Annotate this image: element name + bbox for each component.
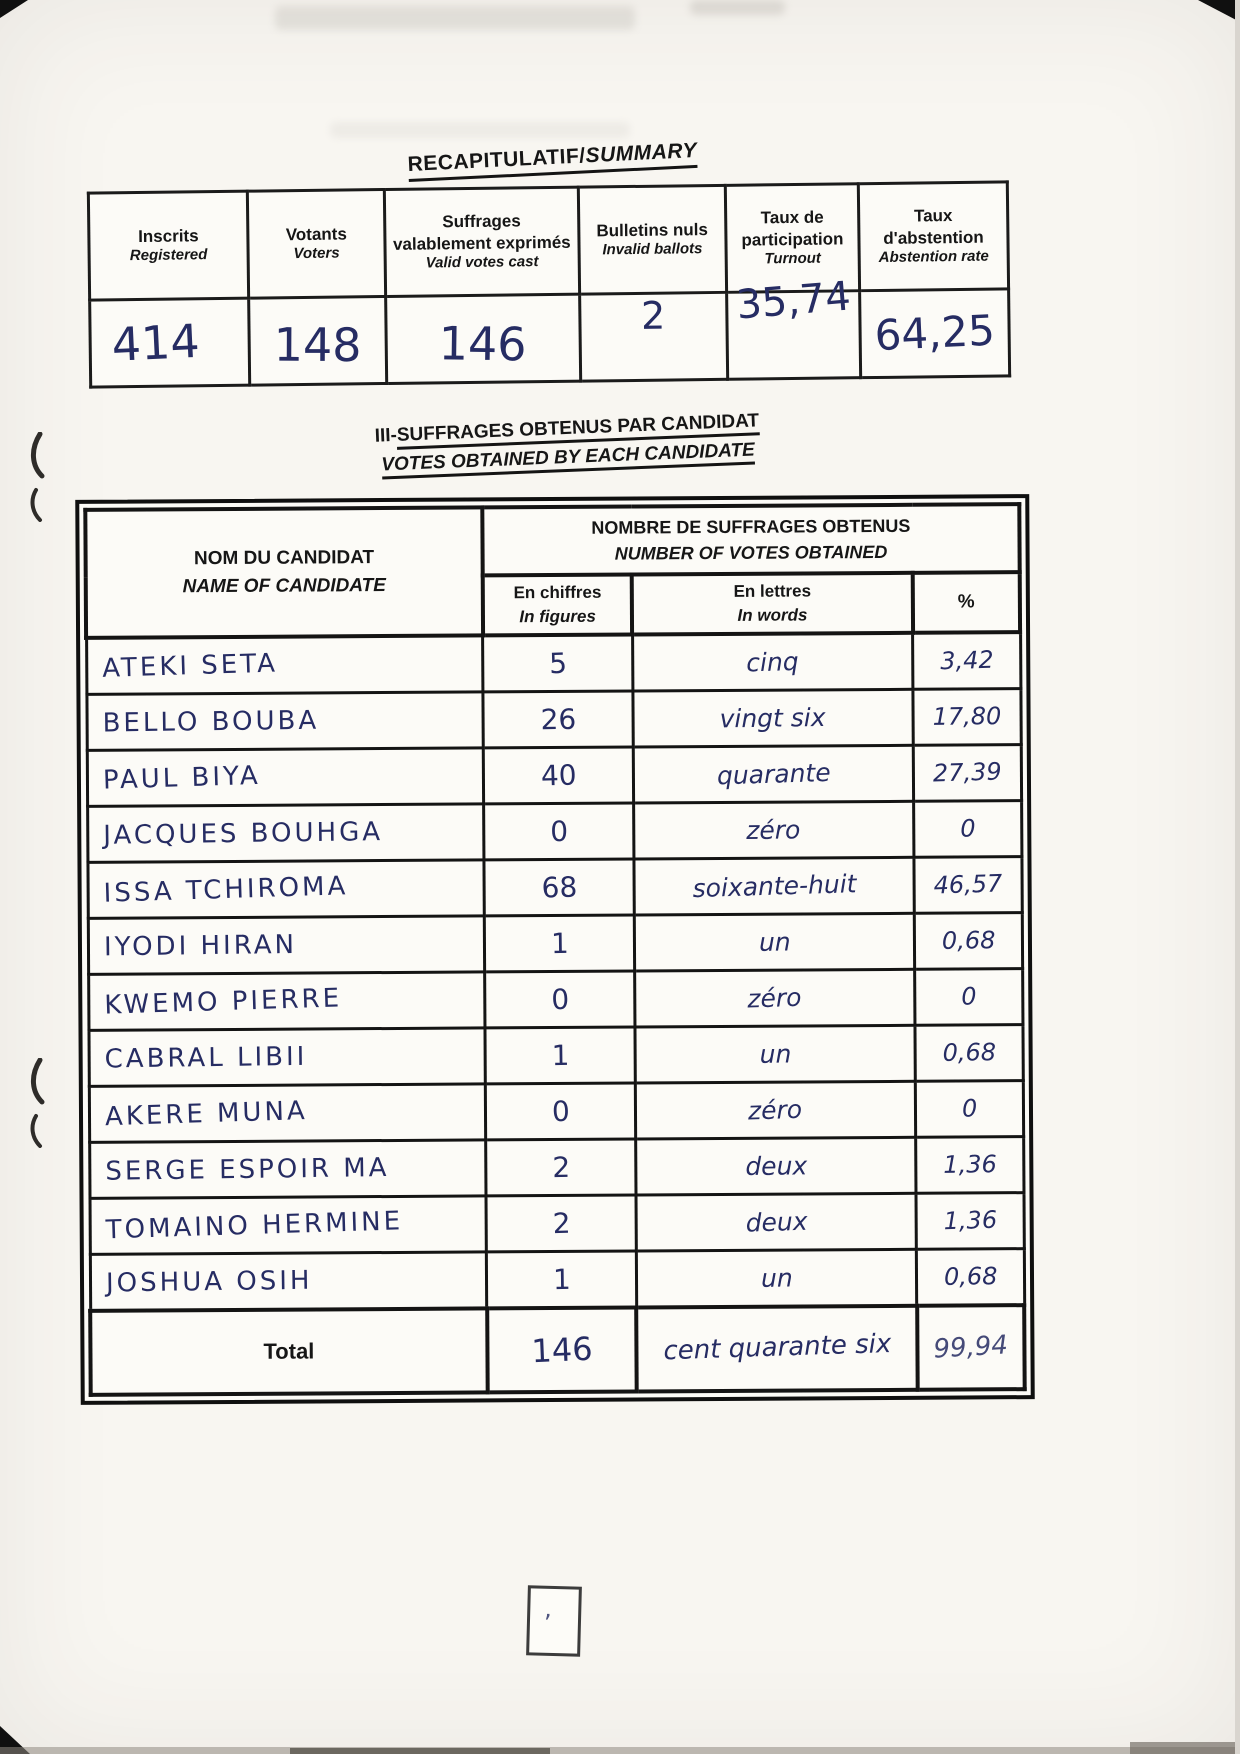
figures-column-header	[483, 575, 633, 636]
votes-header-en: NUMBER OF VOTES OBTAINED	[614, 541, 888, 564]
candidate-name-value: JACQUES BOUHGA	[102, 816, 383, 851]
results-table-frame	[75, 494, 1035, 1405]
candidate-percent-cell	[914, 801, 1022, 858]
binding-mark	[26, 1058, 56, 1148]
section-title-fr: SUFFRAGES OBTENUS PAR CANDIDAT	[396, 410, 759, 450]
votes-column-header	[482, 504, 1019, 575]
candidate-name-cell	[88, 1028, 485, 1086]
summary-column-header: Bulletins nuls Invalid ballots	[578, 185, 726, 294]
candidate-figures-cell	[486, 1139, 636, 1196]
candidate-figures-value: 0	[551, 1094, 571, 1128]
scan-corner-mark	[1198, 0, 1240, 22]
scan-corner-mark	[0, 0, 28, 18]
candidate-words-cell	[632, 633, 913, 691]
candidate-name-cell	[86, 692, 483, 750]
candidate-percent-cell	[915, 1081, 1023, 1138]
summary-value-cell	[579, 292, 727, 381]
candidate-figures-cell	[484, 747, 634, 804]
total-percent-value: 99,94	[932, 1330, 1009, 1365]
candidate-words-cell	[636, 1193, 917, 1251]
candidate-figures-value: 0	[549, 814, 569, 848]
candidate-row	[88, 913, 1022, 975]
candidate-words-cell	[636, 1249, 917, 1307]
results-table-body	[86, 632, 1024, 1311]
summary-handwritten-value: 148	[273, 317, 362, 373]
candidate-percent-value: 0,68	[941, 926, 996, 955]
total-row	[90, 1305, 1024, 1395]
name-header-fr: NOM DU CANDIDAT	[193, 547, 375, 570]
candidate-words-cell	[633, 745, 914, 803]
candidate-row	[87, 857, 1021, 919]
scan-edge-shadow	[0, 1747, 1240, 1754]
candidate-name-cell	[86, 635, 483, 694]
candidate-percent-value: 27,39	[932, 757, 1002, 788]
candidate-figures-value: 5	[548, 646, 568, 680]
candidate-percent-value: 0	[959, 814, 976, 843]
scan-bleedthrough	[690, 0, 785, 15]
words-column-header	[632, 573, 913, 635]
summary-column-header: Votants Voters	[247, 190, 385, 299]
candidate-name-cell	[90, 1252, 487, 1311]
candidate-percent-value: 17,80	[932, 702, 1002, 731]
summary-title-en: SUMMARY	[584, 138, 698, 168]
results-table	[83, 502, 1026, 1397]
summary-title-fr: RECAPITULATIF/	[407, 144, 587, 177]
candidate-name-cell	[87, 860, 484, 918]
candidate-percent-cell	[914, 913, 1022, 970]
candidate-figures-cell	[483, 635, 633, 692]
candidate-row	[89, 1081, 1023, 1143]
summary-handwritten-value: 414	[110, 313, 201, 372]
summary-value-cell	[386, 294, 581, 383]
candidate-words-cell	[633, 689, 914, 747]
total-figures-value: 146	[530, 1329, 594, 1371]
candidate-words-value: deux	[744, 1206, 808, 1238]
candidate-words-value: cinq	[746, 646, 800, 677]
candidate-percent-cell	[916, 1193, 1024, 1250]
candidate-figures-cell	[485, 915, 635, 972]
candidate-percent-cell	[915, 969, 1023, 1026]
summary-table	[87, 180, 1011, 388]
section-title-prefix: III-	[374, 424, 398, 447]
candidate-figures-value: 2	[551, 1150, 571, 1184]
candidate-name-cell	[88, 972, 485, 1030]
total-words-cell	[637, 1306, 918, 1392]
candidate-row	[88, 969, 1022, 1031]
candidate-percent-cell	[916, 1249, 1024, 1306]
summary-value-cell	[90, 298, 250, 387]
candidate-name-value: ISSA TCHIROMA	[102, 870, 349, 909]
candidate-percent-value: 0	[961, 1094, 978, 1123]
total-words-value: cent quarante six	[662, 1329, 892, 1367]
candidate-figures-cell	[485, 1027, 635, 1084]
summary-value-cell	[860, 289, 1010, 378]
candidate-percent-cell	[914, 857, 1022, 914]
candidate-words-value: zéro	[747, 1094, 803, 1125]
summary-column-header: Inscrits Registered	[88, 191, 248, 300]
summary-values-row	[90, 289, 1010, 387]
candidate-name-cell	[90, 1196, 487, 1254]
scan-edge-shadow	[1235, 0, 1240, 1754]
candidate-percent-cell	[913, 689, 1021, 746]
candidate-percent-value: 3,42	[939, 645, 994, 676]
candidate-percent-cell	[913, 745, 1021, 802]
candidate-row	[88, 1025, 1022, 1087]
summary-handwritten-value: 146	[438, 316, 528, 372]
candidate-row	[89, 1137, 1023, 1199]
candidate-figures-value: 1	[551, 1038, 570, 1072]
candidate-figures-cell	[485, 971, 635, 1028]
candidate-percent-value: 46,57	[933, 869, 1003, 900]
candidate-name-value: JOSHUA OSIH	[105, 1265, 313, 1298]
candidate-percent-value: 1,36	[942, 1205, 998, 1236]
candidate-figures-value: 1	[550, 926, 569, 960]
candidate-row	[86, 689, 1020, 751]
candidate-row	[90, 1249, 1024, 1311]
candidate-name-cell	[87, 748, 484, 806]
scan-edge-shadow	[290, 1748, 550, 1754]
candidate-figures-value: 2	[551, 1206, 571, 1240]
candidate-name-value: CABRAL LIBII	[103, 1041, 307, 1074]
candidate-words-cell	[635, 1081, 916, 1139]
total-percent-cell	[917, 1305, 1025, 1390]
candidate-words-value: un	[760, 1262, 793, 1293]
summary-handwritten-value: 64,25	[873, 305, 996, 361]
summary-value-cell	[249, 296, 387, 385]
candidate-name-cell	[87, 804, 484, 862]
candidate-percent-cell	[915, 1025, 1023, 1082]
candidate-name-value: KWEMO PIERRE	[103, 982, 342, 1021]
summary-value-cell	[726, 273, 860, 380]
section-title	[0, 392, 1136, 495]
votes-header-fr: NOMBRE DE SUFFRAGES OBTENUS	[591, 515, 911, 538]
summary-column-header: Taux d'abstention Abstention rate	[858, 182, 1008, 291]
candidate-figures-cell	[483, 691, 633, 748]
scan-edge-shadow	[1130, 1742, 1240, 1754]
name-header-en: NAME OF CANDIDATE	[182, 575, 386, 598]
scan-bleedthrough	[330, 122, 630, 138]
candidate-percent-cell	[916, 1137, 1024, 1194]
candidate-name-value: PAUL BIYA	[102, 760, 261, 796]
summary-column-header: Taux de participation Turnout	[725, 184, 860, 293]
candidate-name-value: ATEKI SETA	[101, 648, 278, 684]
candidate-words-cell	[634, 857, 915, 915]
candidate-name-cell	[89, 1140, 486, 1198]
candidate-words-cell	[636, 1137, 917, 1195]
candidate-figures-cell	[487, 1251, 637, 1308]
summary-handwritten-value: 35,74	[734, 273, 853, 329]
candidate-words-value: zéro	[746, 814, 801, 845]
candidate-name-value: SERGE ESPOIR MA	[104, 1152, 390, 1187]
candidate-figures-cell	[486, 1083, 636, 1140]
candidate-row	[87, 745, 1021, 807]
candidate-figures-value: 0	[550, 982, 570, 1016]
candidate-words-cell	[635, 1025, 916, 1083]
candidate-percent-value: 1,36	[942, 1150, 997, 1179]
summary-header-row	[88, 182, 1008, 300]
candidate-words-value: vingt six	[719, 702, 827, 733]
candidate-name-cell	[88, 916, 485, 974]
candidate-figures-cell	[484, 859, 634, 916]
candidate-name-value: BELLO BOUBA	[101, 705, 319, 739]
candidate-percent-cell	[913, 632, 1021, 689]
name-column-header	[85, 507, 483, 637]
summary-column-header: Suffrages valablement exprimés Valid votes cast	[384, 187, 579, 296]
section-title-en: VOTES OBTAINED BY EACH CANDIDATE	[381, 439, 755, 479]
scan-bleedthrough	[275, 6, 635, 30]
candidate-name-cell	[89, 1084, 486, 1142]
candidate-percent-value: 0	[960, 982, 977, 1011]
candidate-figures-cell	[484, 803, 634, 860]
candidate-row	[90, 1193, 1024, 1255]
candidate-words-value: deux	[744, 1150, 807, 1181]
candidate-percent-value: 0,68	[943, 1262, 998, 1291]
candidate-words-cell	[635, 969, 916, 1027]
percent-column-header	[912, 572, 1020, 633]
total-figures-cell	[487, 1308, 637, 1393]
words-header-en: In words	[737, 605, 808, 625]
candidate-words-value: un	[758, 926, 791, 957]
candidate-words-value: un	[759, 1038, 792, 1069]
stamp-box	[526, 1585, 582, 1656]
candidate-percent-value: 0,68	[942, 1038, 996, 1067]
candidate-figures-value: 68	[540, 869, 578, 905]
summary-handwritten-value: 2	[640, 293, 666, 338]
candidate-name-value: IYODI HIRAN	[103, 929, 297, 962]
candidate-words-cell	[634, 913, 915, 971]
total-label: Total	[90, 1308, 487, 1394]
candidate-figures-value: 40	[540, 757, 577, 793]
candidate-name-value: AKERE MUNA	[104, 1095, 308, 1132]
candidate-figures-value: 1	[552, 1262, 571, 1296]
words-header-fr: En lettres	[733, 581, 812, 602]
candidate-name-value: TOMAINO HERMINE	[104, 1205, 404, 1245]
candidate-figures-value: 26	[540, 702, 577, 736]
figures-header-fr: En chiffres	[513, 582, 602, 603]
candidate-row	[87, 801, 1021, 863]
candidate-words-cell	[633, 801, 914, 859]
candidate-words-value: soixante-huit	[691, 868, 857, 903]
candidate-row	[86, 632, 1020, 694]
candidate-words-value: quarante	[716, 757, 831, 790]
candidate-figures-cell	[486, 1195, 636, 1252]
figures-header-en: In figures	[519, 606, 596, 627]
stamp-mark: ,	[543, 1594, 553, 1623]
percent-header: %	[957, 591, 975, 613]
candidate-words-value: zéro	[747, 982, 803, 1013]
